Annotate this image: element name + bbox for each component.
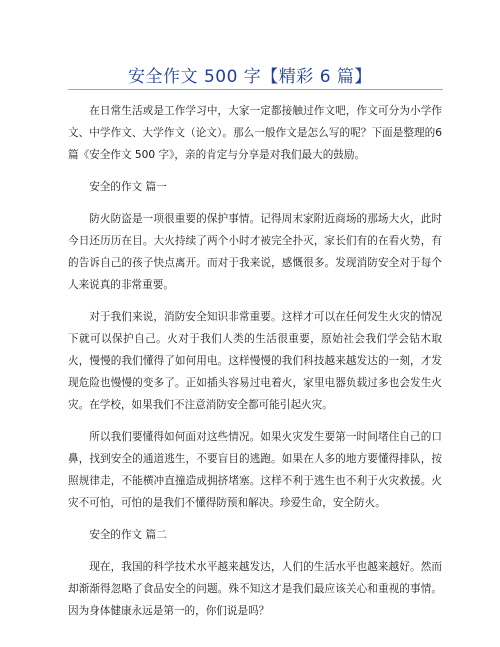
- intro-paragraph: 在日常生活或是工作学习中，大家一定都接触过作文吧，作文可分为小学作文、中学作文、大学作文（论文）。那么一般作文是怎么写的呢？下面是整理的6篇《安全作文 500 字》，亲的肯定与分享是对我们最大的鼓励。: [68, 105, 442, 161]
- section-heading-1: 安全的作文 篇一: [89, 181, 167, 193]
- document-title: 安全作文 500 字【精彩 6 篇】: [128, 67, 372, 87]
- document-body: [68, 100, 442, 632]
- section-1-paragraph-3: 所以我们要懂得如何面对这些情况。如果火灾发生要第一时间堵住自己的口鼻，找到安全的通道逃生，不要盲目的逃跑。如果在人多的地方要懂得排队，按照规律走，不能横冲直撞造成拥挤堵塞。这样不利于逃生也不利于火灾救援。火灾不可怕，可怕的是我们不懂得防预和解决。珍爱生命，安全防火。: [68, 431, 442, 509]
- section-1-paragraph-2: 对于我们来说，消防安全知识非常重要。这样才可以在任何发生火灾的情况下就可以保护自己。火对于我们人类的生活很重要，原始社会我们学会钻木取火，慢慢的我们懂得了如何用电。这样慢慢的我们科技越来越发达的一刻，才发现危险也慢慢的变多了。正如插头容易过电着火，家里电器负载过多也会发生火灾。在学校，如果我们不注意消防安全都可能引起火灾。: [68, 311, 442, 411]
- section-heading-2: 安全的作文 篇二: [89, 529, 167, 541]
- section-1-paragraph-1: 防火防盗是一项很重要的保护事情。记得周末家附近商场的那场大火，此时今日还历历在目。大火持续了两个小时才被完全扑灭，家长们有的在看火势，有的告诉自己的孩子快点离开。而对于我来说，感慨很多。发现消防安全对于每个人来说真的非常重要。: [68, 213, 442, 291]
- title-divider: [68, 89, 443, 90]
- section-2-paragraph-1: 现在，我国的科学技术水平越来越发达，人们的生活水平也越来越好。然而却渐渐得忽略了食品安全的问题。殊不知这才是我们最应该关心和重视的事情。因为身体健康永远是第一的，你们说是吗？: [68, 561, 442, 617]
